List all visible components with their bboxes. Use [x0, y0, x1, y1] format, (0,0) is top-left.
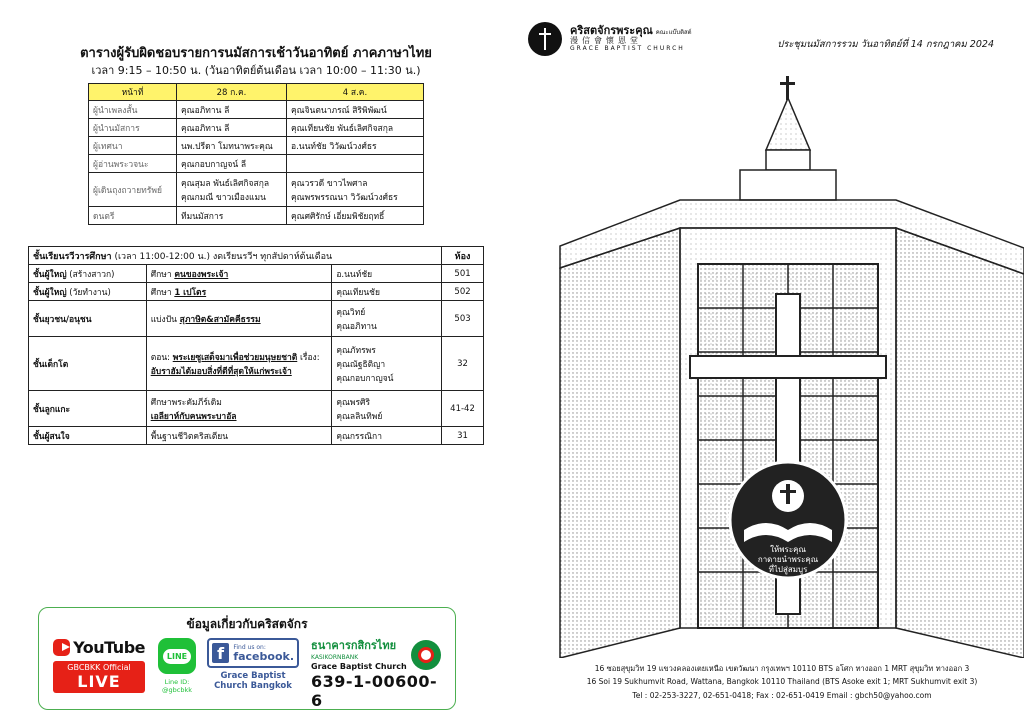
duty-person-date2: คุณจินตนาภรณ์ สิริพิพัฒน์ [287, 101, 424, 119]
class-teacher [332, 301, 442, 337]
class-topic [146, 337, 332, 391]
class-room: 41-42 [442, 391, 484, 427]
class-table-title-bold: ชั้นเรียนรวีวารศึกษา [33, 251, 112, 262]
address-english: 16 Soi 19 Sukhumvit Road, Wattana, Bangkok 10110 Thailand (BTS Asoke exit 1; MRT Sukhumvit exit 3) [586, 677, 978, 686]
duty-person-date2 [287, 173, 424, 207]
class-topic-pre: ศึกษา [150, 287, 175, 298]
table-row [89, 119, 424, 137]
class-name: ชั้นเด็กโต [29, 337, 147, 391]
table-row [29, 427, 484, 445]
class-room: 501 [442, 265, 484, 283]
facebook-page-name-1: Grace Baptist [220, 671, 286, 681]
duty-table [88, 83, 424, 225]
class-topic-mid: เรื่อง: [297, 352, 320, 363]
class-table-title-rest: (เวลา 11:00-12:00 น.) งดเรียนรวีฯ ทุกสัปดาห์ต้นเดือน [111, 251, 333, 262]
bank-account-holder: Grace Baptist Church [311, 662, 407, 671]
church-name-english: GRACE BAPTIST CHURCH [570, 45, 685, 53]
class-topic-bold: พระเยซูเสด็จมาเพื่อช่วยมนุษยชาติ [172, 352, 298, 363]
table-row [89, 137, 424, 155]
class-teacher: อ.นนท์ชัย [332, 265, 442, 283]
table-row [89, 173, 424, 207]
duty-person-date2: คุณเทียนชัย พันธ์เลิศกิจสกุล [287, 119, 424, 137]
table-row [29, 391, 484, 427]
class-topic-pre: ตอน: [150, 352, 173, 363]
church-info-title: ข้อมูลเกี่ยวกับคริสตจักร [186, 617, 308, 631]
class-teacher-c: คุณกอบกาญจน์ [336, 373, 394, 384]
duty-person-date1: คุณกอบกาญจน์ ลี [177, 155, 287, 173]
duty-person-b: คุณกมณี ขาวเมืองแมน [181, 192, 266, 203]
youtube-link[interactable] [53, 638, 145, 693]
table-row [29, 283, 484, 301]
class-name-note: (สร้างสาวก) [66, 269, 115, 280]
duty-person-date2: คุณศศิรักษ์ เอี่ยมพิชัยฤทธิ์ [287, 207, 424, 225]
duty-role: ผู้นำนมัสการ [89, 119, 177, 137]
class-teacher-b: คุณลลินทิพย์ [336, 411, 383, 422]
class-topic [146, 301, 332, 337]
table-row [89, 155, 424, 173]
class-name: ชั้นยุวชน/อนุชน [29, 301, 147, 337]
class-topic-pre: แบ่งปัน [150, 314, 180, 325]
emblem-text-2: กาดายนำพระคุณ [757, 555, 819, 564]
facebook-find-us: Find us on: [233, 643, 266, 651]
youtube-live-label: LIVE [77, 672, 121, 691]
duty-person-a: คุณสุมล พันธ์เลิศกิจสกุล [181, 178, 270, 189]
cross-logo-icon [528, 22, 562, 56]
duty-role: ผู้นำเพลงสั้น [89, 101, 177, 119]
church-logo [528, 22, 692, 56]
bank-name-english: KASIKORNBANK [311, 654, 359, 661]
class-topic-pre: ศึกษาพระคัมภีร์เดิม [150, 397, 222, 408]
class-name: ชั้นผู้สนใจ [29, 427, 147, 445]
class-teacher-a: คุณภัทรพร [336, 345, 376, 356]
youtube-live-banner [53, 661, 145, 693]
class-teacher-b: คุณณัฐธิติญา [336, 359, 386, 370]
duty-person-a: คุณวรวดี ขาวไพศาล [291, 178, 368, 189]
class-teacher: คุณกรรณิกา [332, 427, 442, 445]
duty-person-b: คุณพรพรรณนา วิวัฒน์วงศ์ธร [291, 192, 398, 203]
class-room: 503 [442, 301, 484, 337]
class-table-title [29, 247, 442, 265]
class-teacher-a: คุณวิทย์ [336, 307, 366, 318]
class-topic [146, 283, 332, 301]
table-row [29, 337, 484, 391]
duty-role: ผู้เทศนา [89, 137, 177, 155]
class-name: ชั้นลูกแกะ [29, 391, 147, 427]
class-name [29, 265, 147, 283]
schedule-subtitle: เวลา 9:15 – 10:50 น. (วันอาทิตย์ต้นเดือน เวลา 10:00 – 11:30 น.) [91, 64, 421, 77]
duty-role: ผู้อ่านพระวจนะ [89, 155, 177, 173]
table-row [29, 301, 484, 337]
schedule-title: ตารางผู้รับผิดชอบรายการนมัสการเช้าวันอาทิตย์ ภาคภาษาไทย [80, 46, 432, 61]
duty-person-date1: คุณอภิทาน ลี [177, 101, 287, 119]
emblem-text-1: ให้พระคุณ [770, 545, 806, 554]
church-emblem [730, 462, 846, 578]
facebook-page-name-2: Church Bangkok [214, 680, 292, 691]
class-teacher-b: คุณอภิทาน [336, 321, 377, 332]
class-topic-bold-2: อับราฮัมได้มอบสิ่งที่ดีที่สุดให้แก่พระเจ้า [150, 366, 292, 377]
duty-person-date1: คุณอภิทาน ลี [177, 119, 287, 137]
duty-person-date1 [177, 173, 287, 207]
class-teacher: คุณเทียนชัย [332, 283, 442, 301]
duty-person-date1: นพ.ปรีดา โมทนาพระคุณ [177, 137, 287, 155]
line-id: Line ID: @gbcbkk [162, 678, 192, 694]
class-topic [146, 265, 332, 283]
class-name-note: (วัยทำงาน) [66, 287, 111, 298]
kasikornbank-logo-icon [411, 640, 441, 670]
facebook-page-name [207, 672, 299, 692]
emblem-text-3: ที่ไปสู่สมบูร [768, 565, 808, 574]
class-room: 502 [442, 283, 484, 301]
class-topic-bold: 1 เปโตร [174, 287, 207, 298]
class-topic-bold: สุภาษิต&สามัคคีธรรม [179, 314, 261, 325]
address-thai: 16 ซอยสุขุมวิท 19 แขวงคลองเตยเหนือ เขตวัฒนา กรุงเทพฯ 10110 BTS อโศก ทางออก 1 MRT สุขุมวิท ทางออก 3 [594, 664, 970, 673]
duty-header-role: หน้าที่ [89, 84, 177, 101]
class-room: 31 [442, 427, 484, 445]
bank-name-thai: ธนาคารกสิกรไทย [311, 639, 397, 652]
duty-role: ดนตรี [89, 207, 177, 225]
youtube-play-icon [53, 639, 70, 656]
duty-header-date2: 4 ส.ค. [287, 84, 424, 101]
class-table [28, 246, 484, 445]
contact-info: Tel : 02-253-3227, 02-651-0418; Fax : 02-651-0419 Email : gbch50@yahoo.com [632, 691, 932, 700]
line-link[interactable] [157, 638, 197, 694]
class-name [29, 283, 147, 301]
class-table-header [29, 247, 484, 265]
church-name-chinese: 漫信會懷恩堂 [570, 36, 642, 46]
table-row [89, 207, 424, 225]
duty-header-date1: 28 ก.ค. [177, 84, 287, 101]
class-topic: พื้นฐานชีวิตคริสเตียน [146, 427, 332, 445]
class-room: 32 [442, 337, 484, 391]
church-name-thai-sub: คณะแบ๊บติสต์ [655, 29, 692, 37]
facebook-link[interactable] [207, 638, 299, 692]
church-building-illustration [540, 68, 1024, 658]
duty-role: ผู้เดินถุงถวายทรัพย์ [89, 173, 177, 207]
class-topic-pre: ศึกษา [150, 269, 175, 280]
class-teacher [332, 391, 442, 427]
class-topic-bold: คนของพระเจ้า [174, 269, 229, 280]
duty-person-date1: ทีมนมัสการ [177, 207, 287, 225]
table-row [29, 265, 484, 283]
church-name-thai-main: คริสตจักรพระคุณ [570, 24, 653, 38]
youtube-logo [53, 638, 145, 657]
facebook-wordmark: facebook. [233, 649, 294, 663]
bank-account-number: 639-1-00600-6 [311, 672, 438, 710]
youtube-wordmark: YouTube [73, 638, 145, 657]
facebook-badge [207, 638, 299, 668]
church-info-box [38, 607, 456, 710]
class-name-main: ชั้นผู้ใหญ่ [33, 269, 67, 280]
spire [766, 76, 810, 170]
class-topic-bold-2: เอลียาห์กับคนพระบาอัล [150, 411, 237, 422]
youtube-channel-name: GBCBKK Official [67, 663, 131, 672]
duty-person-date2: อ.นนท์ชัย วิวัฒน์วงศ์ธร [287, 137, 424, 155]
bank-account-info [311, 636, 447, 710]
duty-table-header [89, 84, 424, 101]
class-name-main: ชั้นผู้ใหญ่ [33, 287, 67, 298]
class-table-room-header: ห้อง [442, 247, 484, 265]
class-teacher-a: คุณพรศิริ [336, 397, 371, 408]
class-topic [146, 391, 332, 427]
right-page [512, 0, 1024, 725]
service-date: ประชุมนมัสการรวม วันอาทิตย์ที่ 14 กรกฎาคม 2024 [777, 39, 994, 50]
line-wordmark: LINE [163, 649, 191, 664]
duty-person-date2 [287, 155, 424, 173]
line-logo-icon [158, 638, 196, 674]
table-row [89, 101, 424, 119]
class-teacher [332, 337, 442, 391]
facebook-icon: f [212, 643, 229, 663]
